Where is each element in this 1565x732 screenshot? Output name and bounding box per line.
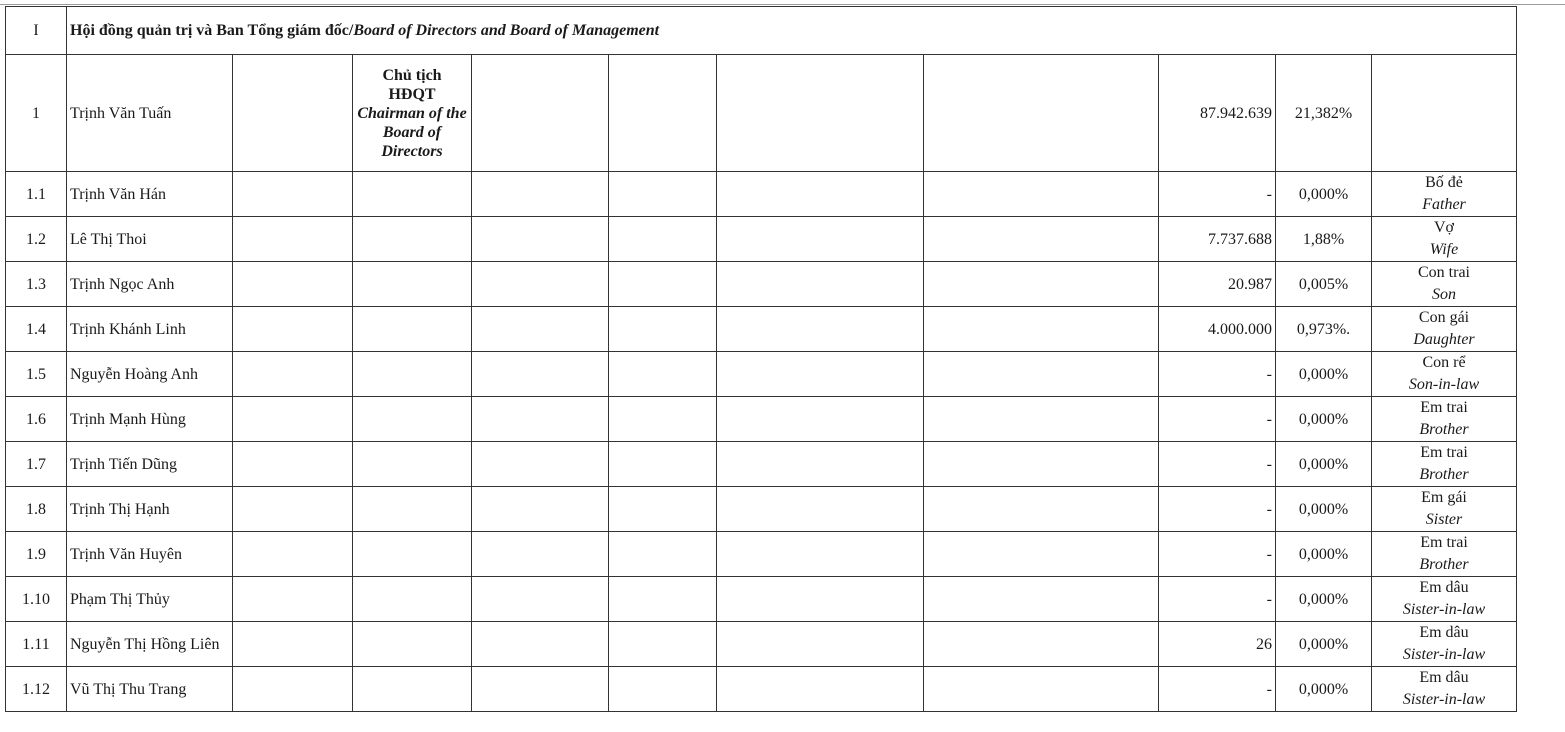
position-vi-2: HĐQT: [388, 85, 436, 103]
blank-cell: [609, 172, 717, 217]
blank-cell: [924, 442, 1159, 487]
row-no: 1.9: [6, 532, 67, 577]
section-title: [67, 7, 1517, 55]
blank-cell: [924, 352, 1159, 397]
blank-cell: [233, 622, 353, 667]
row-no: 1.10: [6, 577, 67, 622]
blank-cell: [472, 577, 609, 622]
blank-cell: [472, 307, 609, 352]
relation-en: Sister: [1425, 511, 1463, 528]
row-no: 1: [6, 55, 67, 172]
blank-cell: [233, 487, 353, 532]
relation-vi: Con rể: [1422, 354, 1466, 371]
blank-cell: [717, 262, 924, 307]
relation-en: Father: [1422, 196, 1466, 213]
relation-cell: [1372, 307, 1517, 352]
blank-cell: [353, 577, 472, 622]
blank-cell: [717, 55, 924, 172]
row-no: 1.5: [6, 352, 67, 397]
blank-cell: [609, 442, 717, 487]
relation-vi: Con trai: [1418, 264, 1470, 281]
person-name: Trịnh Ngọc Anh: [67, 262, 233, 307]
relation-vi: Em trai: [1420, 534, 1468, 551]
blank-cell: [353, 217, 472, 262]
shares-cell: -: [1159, 487, 1276, 532]
row-no: 1.12: [6, 667, 67, 712]
blank-cell: [353, 352, 472, 397]
blank-cell: [353, 487, 472, 532]
blank-cell: [353, 397, 472, 442]
blank-cell: [472, 487, 609, 532]
blank-cell: [353, 622, 472, 667]
relation-vi: Vợ: [1433, 219, 1454, 236]
section-row: [6, 7, 1517, 55]
row-no: 1.3: [6, 262, 67, 307]
relation-cell: [1372, 262, 1517, 307]
table-row: [6, 307, 1517, 352]
blank-cell: [233, 442, 353, 487]
blank-cell: [717, 532, 924, 577]
blank-cell: [472, 217, 609, 262]
head-person-row: [6, 55, 1517, 172]
table-row: [6, 577, 1517, 622]
blank-cell: [609, 262, 717, 307]
blank-cell: [717, 217, 924, 262]
blank-cell: [233, 667, 353, 712]
blank-cell: [609, 397, 717, 442]
person-name: Trịnh Văn Hán: [67, 172, 233, 217]
shares-cell: 7.737.688: [1159, 217, 1276, 262]
shares-cell: -: [1159, 577, 1276, 622]
blank-cell: [609, 487, 717, 532]
blank-cell: [924, 532, 1159, 577]
row-no: 1.2: [6, 217, 67, 262]
blank-cell: [717, 352, 924, 397]
shares-cell: 26: [1159, 622, 1276, 667]
row-no: 1.11: [6, 622, 67, 667]
blank-cell: [472, 55, 609, 172]
relation-cell: [1372, 487, 1517, 532]
blank-cell: [717, 622, 924, 667]
blank-cell: [924, 307, 1159, 352]
blank-cell: [924, 622, 1159, 667]
shares-cell: -: [1159, 352, 1276, 397]
relation-cell: [1372, 622, 1517, 667]
blank-cell: [472, 442, 609, 487]
relation-cell: [1372, 667, 1517, 712]
table-row: [6, 217, 1517, 262]
person-name: Trịnh Văn Huyên: [67, 532, 233, 577]
ratio-cell: 0,000%: [1276, 352, 1372, 397]
relation-en: Sister-in-law: [1402, 646, 1486, 663]
blank-cell: [717, 172, 924, 217]
blank-cell: [353, 262, 472, 307]
ratio-cell: 0,973%.: [1276, 307, 1372, 352]
table-row: [6, 532, 1517, 577]
table-row: [6, 262, 1517, 307]
blank-cell: [609, 217, 717, 262]
blank-cell: [472, 262, 609, 307]
blank-cell: [924, 487, 1159, 532]
blank-cell: [233, 55, 353, 172]
person-name: Lê Thị Thoi: [67, 217, 233, 262]
ratio-cell: 1,88%: [1276, 217, 1372, 262]
person-name: Nguyễn Hoàng Anh: [67, 352, 233, 397]
row-no: 1.6: [6, 397, 67, 442]
person-name: Trịnh Thị Hạnh: [67, 487, 233, 532]
person-name: Nguyễn Thị Hồng Liên: [67, 622, 233, 667]
row-no: 1.1: [6, 172, 67, 217]
blank-cell: [472, 397, 609, 442]
person-name: Vũ Thị Thu Trang: [67, 667, 233, 712]
relation-cell: [1372, 172, 1517, 217]
table-row: [6, 172, 1517, 217]
relation-vi: Em dâu: [1419, 579, 1469, 596]
relation-cell: [1372, 397, 1517, 442]
blank-cell: [609, 577, 717, 622]
blank-cell: [924, 397, 1159, 442]
blank-cell: [472, 172, 609, 217]
relation-en: Son-in-law: [1408, 376, 1480, 393]
shares-cell: -: [1159, 667, 1276, 712]
ratio-cell: 0,000%: [1276, 577, 1372, 622]
shares-cell: -: [1159, 442, 1276, 487]
position-cell: [353, 55, 472, 172]
blank-cell: [717, 577, 924, 622]
table-row: [6, 352, 1517, 397]
blank-cell: [717, 397, 924, 442]
table-row: [6, 397, 1517, 442]
person-name: Trịnh Khánh Linh: [67, 307, 233, 352]
relation-en: Brother: [1419, 421, 1469, 438]
ratio-cell: 0,000%: [1276, 397, 1372, 442]
relation-en: Wife: [1429, 241, 1459, 258]
blank-cell: [717, 487, 924, 532]
relation-en: Sister-in-law: [1402, 601, 1486, 618]
person-name: Trịnh Mạnh Hùng: [67, 397, 233, 442]
blank-cell: [717, 307, 924, 352]
ratio-cell: 0,000%: [1276, 442, 1372, 487]
relation-en: Brother: [1419, 466, 1469, 483]
ratio-cell: 0,000%: [1276, 487, 1372, 532]
position-vi-1: Chủ tịch: [382, 66, 442, 84]
relation-vi: Con gái: [1418, 309, 1470, 326]
position-en: Chairman of the Board of Directors: [357, 104, 467, 160]
row-no: 1.7: [6, 442, 67, 487]
relation-cell: [1372, 352, 1517, 397]
blank-cell: [924, 667, 1159, 712]
table-row: [6, 667, 1517, 712]
blank-cell: [609, 622, 717, 667]
relation-cell: [1372, 442, 1517, 487]
blank-cell: [353, 667, 472, 712]
relation-en: Daughter: [1413, 331, 1475, 348]
blank-cell: [717, 442, 924, 487]
row-no: 1.8: [6, 487, 67, 532]
blank-cell: [924, 55, 1159, 172]
blank-cell: [353, 532, 472, 577]
relation-cell: [1372, 532, 1517, 577]
blank-cell: [609, 55, 717, 172]
shares-cell: -: [1159, 172, 1276, 217]
relation-vi: Em dâu: [1419, 624, 1469, 641]
blank-cell: [924, 262, 1159, 307]
ratio-cell: 0,000%: [1276, 667, 1372, 712]
blank-cell: [609, 307, 717, 352]
blank-cell: [472, 667, 609, 712]
ratio-cell: 21,382%: [1276, 55, 1372, 172]
person-name: Phạm Thị Thủy: [67, 577, 233, 622]
section-title-vi: Hội đồng quản trị và Ban Tổng giám đốc/: [70, 22, 354, 39]
page-top-rule: [0, 4, 1565, 5]
blank-cell: [233, 307, 353, 352]
relation-cell: [1372, 577, 1517, 622]
blank-cell: [924, 577, 1159, 622]
section-index: I: [6, 7, 67, 55]
table-row: [6, 622, 1517, 667]
relation-en: Brother: [1419, 556, 1469, 573]
person-name: Trịnh Tiến Dũng: [67, 442, 233, 487]
relation-vi: Bố đẻ: [1425, 174, 1463, 191]
ratio-cell: 0,005%: [1276, 262, 1372, 307]
person-name: Trịnh Văn Tuấn: [67, 55, 233, 172]
ratio-cell: 0,000%: [1276, 172, 1372, 217]
ratio-cell: 0,000%: [1276, 622, 1372, 667]
blank-cell: [609, 532, 717, 577]
blank-cell: [233, 352, 353, 397]
relation-en: Son: [1432, 286, 1456, 303]
blank-cell: [472, 532, 609, 577]
ratio-cell: 0,000%: [1276, 532, 1372, 577]
blank-cell: [353, 172, 472, 217]
relation-vi: Em trai: [1420, 444, 1468, 461]
blank-cell: [233, 172, 353, 217]
table-row: [6, 442, 1517, 487]
relation-vi: Em gái: [1421, 489, 1467, 506]
relation-en: Sister-in-law: [1402, 691, 1486, 708]
shares-cell: 4.000.000: [1159, 307, 1276, 352]
relation-vi: Em dâu: [1419, 669, 1469, 686]
row-no: 1.4: [6, 307, 67, 352]
shares-cell: -: [1159, 397, 1276, 442]
blank-cell: [924, 217, 1159, 262]
blank-cell: [353, 307, 472, 352]
blank-cell: [233, 262, 353, 307]
related-persons-table: [5, 6, 1517, 712]
shares-cell: -: [1159, 532, 1276, 577]
relation-cell: [1372, 55, 1517, 172]
table-row: [6, 487, 1517, 532]
relation-cell: [1372, 217, 1517, 262]
blank-cell: [609, 352, 717, 397]
blank-cell: [717, 667, 924, 712]
blank-cell: [233, 217, 353, 262]
blank-cell: [233, 532, 353, 577]
blank-cell: [609, 667, 717, 712]
blank-cell: [472, 622, 609, 667]
relation-vi: Em trai: [1420, 399, 1468, 416]
blank-cell: [233, 397, 353, 442]
blank-cell: [233, 577, 353, 622]
section-title-en: Board of Directors and Board of Management: [353, 22, 660, 39]
blank-cell: [472, 352, 609, 397]
shares-cell: 20.987: [1159, 262, 1276, 307]
blank-cell: [924, 172, 1159, 217]
shares-cell: 87.942.639: [1159, 55, 1276, 172]
blank-cell: [353, 442, 472, 487]
